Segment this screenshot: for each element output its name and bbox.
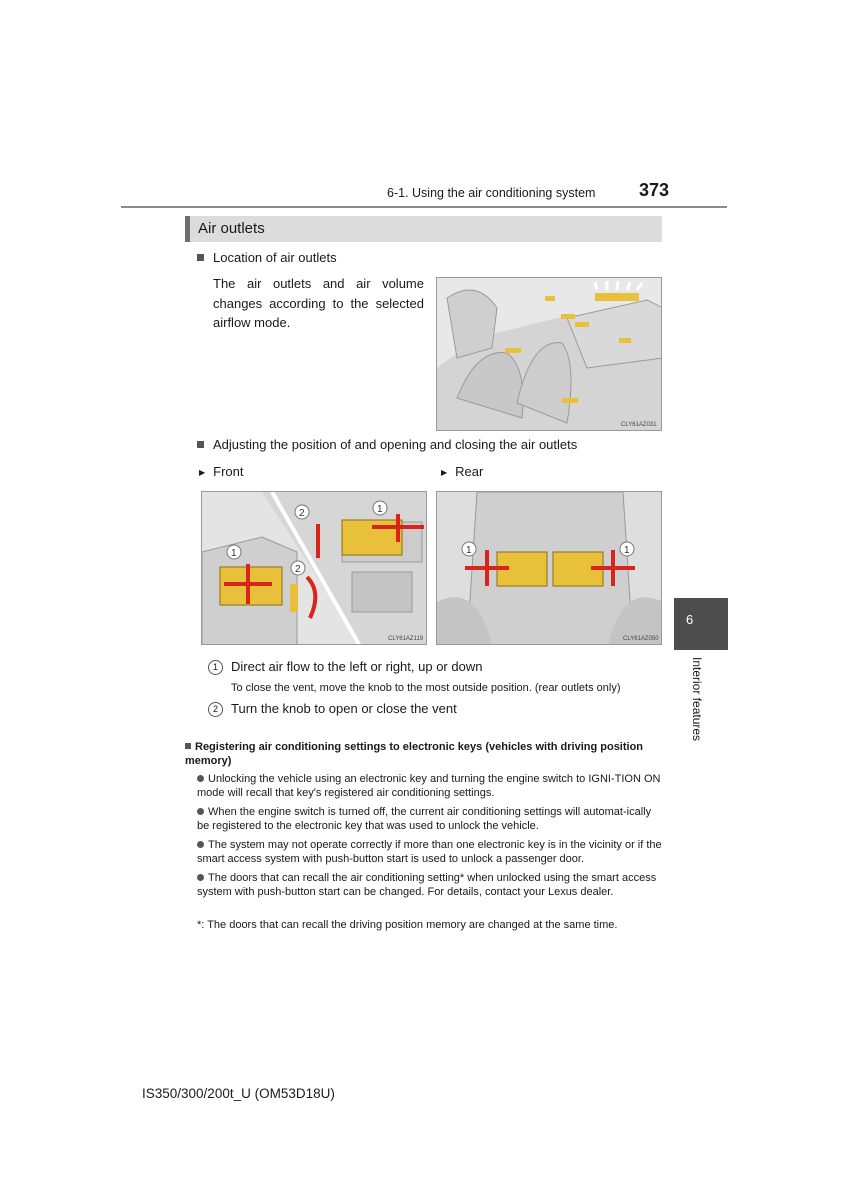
legend-item-2-text: Turn the knob to open or close the vent [231,701,457,716]
number-1-icon: 1 [208,660,223,675]
front-label: Front [213,464,244,479]
page-number: 373 [639,180,670,200]
svg-text:1: 1 [231,548,237,559]
marker-2-front-bottom [291,561,305,575]
marker-2-front-top [295,505,309,519]
square-bullet-icon [197,441,204,448]
marker-1-rear-right [620,542,634,556]
rear-label: Rear [455,464,484,479]
legend-item-1-note: To close the vent, move the knob to the most outside position. (rear outlets only) [231,682,621,694]
svg-text:2: 2 [295,564,301,575]
bullet-icon [197,808,204,815]
square-bullet-icon [185,743,191,749]
footer-model: IS350/300/200t_U (OM53D18U) [142,1086,335,1101]
svg-text:1: 1 [377,504,383,515]
bullet-icon [197,775,204,782]
square-bullet-icon [197,254,204,261]
note-bullet: When the engine switch is turned off, the current air conditioning settings will automat-ically be registered to the electronic key that was used to unlock the vehicle. [197,806,652,832]
note-bullet: Unlocking the vehicle using an electronic key and turning the engine switch to IGNI-TION ON mode will recall that key's registered air conditioning settings. [197,773,661,799]
legend-item-1 [208,657,482,677]
section-heading-bar [185,216,662,242]
adjusting-heading: Adjusting the position of and opening and closing the air outlets [213,437,578,452]
chapter-number: 6 [686,612,694,627]
front-label-row [199,462,244,483]
section-title: 6-1. Using the air conditioning system [387,186,596,200]
notes-heading [185,740,665,768]
marker-1-front-right [373,501,387,515]
location-subheading [197,250,337,265]
bullet-icon [197,874,204,881]
rear-image-code: CLY61AZ050 [623,636,659,642]
location-image-code: CLY61AZ031 [621,422,657,428]
note-bullet: The doors that can recall the air conditioning setting* when unlocked using the smart access system with push-button start can be changed. For details, contact your Lexus dealer. [197,872,657,898]
location-body: The air outlets and air volume changes according to the selected airflow mode. [213,276,424,330]
triangle-bullet-icon: ▶ [199,468,206,477]
rear-label-row [441,462,483,483]
location-heading: Location of air outlets [213,250,337,265]
legend-item-2 [208,699,457,719]
footnote: *: The doors that can recall the driving position memory are changed at the same time. [197,919,618,931]
header-rule [121,206,727,208]
front-outlets-image [201,491,427,645]
section-heading: Air outlets [198,220,265,237]
legend-item-1-text: Direct air flow to the left or right, up or down [231,659,483,674]
chapter-tab [674,598,728,650]
adjusting-subheading [197,437,577,452]
marker-1-front-left [227,545,241,559]
front-image-code: CLY61AZ119 [388,636,424,642]
marker-1-rear-left [462,542,476,556]
note-bullet: The system may not operate correctly if more than one electronic key is in the vicinity or if the smart access system with push-button start is used to unlock a passenger door. [197,839,662,865]
number-2-icon: 2 [208,702,223,717]
air-outlets-location-image [436,277,662,431]
triangle-bullet-icon: ▶ [441,468,448,477]
svg-text:2: 2 [299,508,305,519]
notes-heading-text: Registering air conditioning settings to electronic keys (vehicles with driving position memory) [185,741,644,767]
svg-text:1: 1 [466,545,472,556]
bullet-icon [197,841,204,848]
chapter-label: Interior features [690,657,704,742]
svg-text:1: 1 [624,545,630,556]
rear-outlets-image [436,491,662,645]
